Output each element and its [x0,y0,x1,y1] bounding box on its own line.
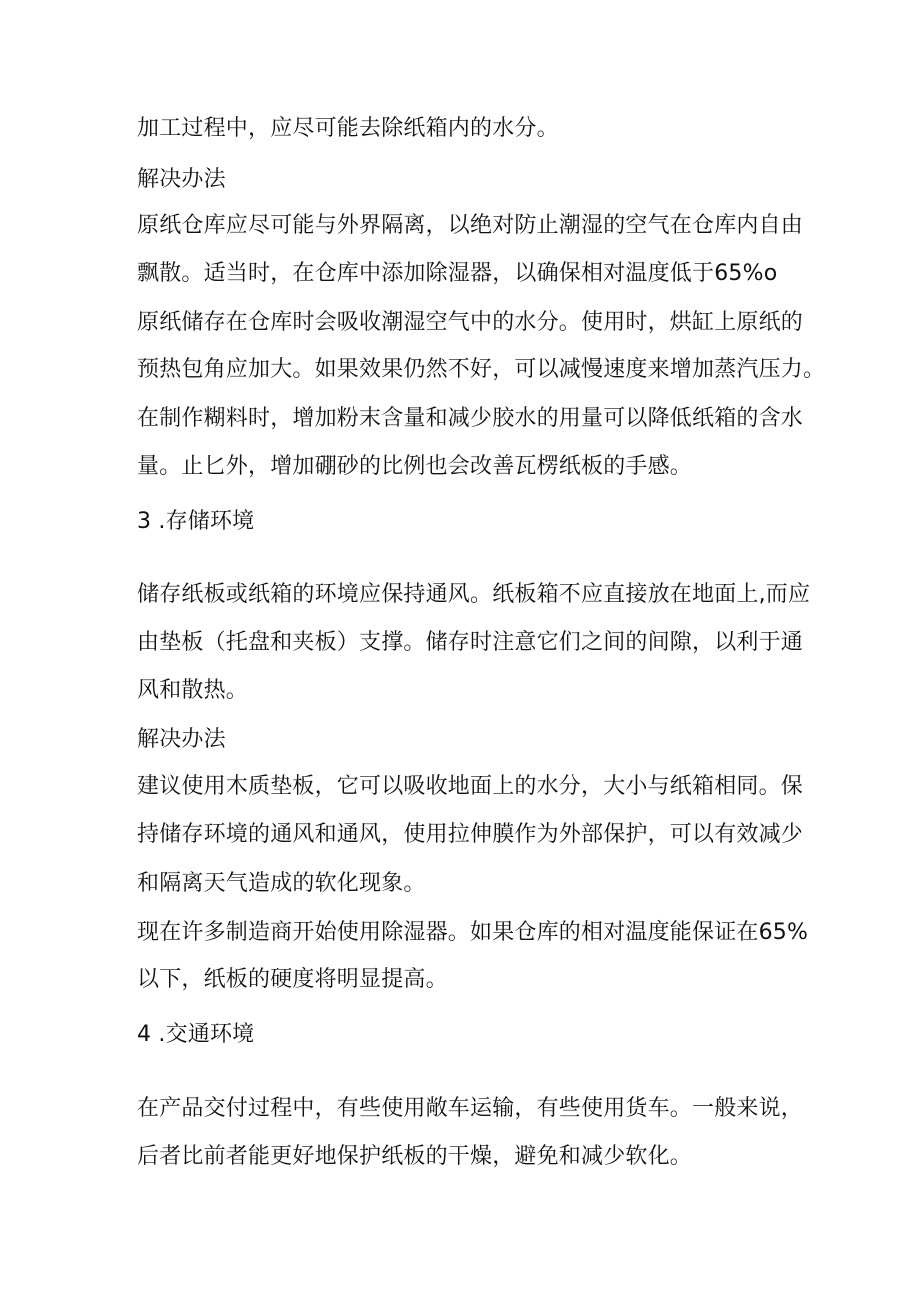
paragraph-line: 原纸储存在仓库时会吸收潮湿空气中的水分。使用时，烘缸上原纸的 [137,310,804,335]
paragraph-line: 风和散热。 [137,678,249,703]
paragraph-line: 加工过程中，应尽可能去除纸箱内的水分。 [137,116,559,141]
section-heading: 4 .交通环境 [137,1022,255,1047]
paragraph-line: 量。止匕外，增加硼砂的比例也会改善瓦楞纸板的手感。 [137,454,693,479]
paragraph-line: 在制作糊料时，增加粉末含量和减少胶水的用量可以降低纸箱的含水 [137,406,804,431]
paragraph-line: 后者比前者能更好地保护纸板的干燥，避免和减少软化。 [137,1144,693,1169]
paragraph-line: 预热包角应加大。如果效果仍然不好，可以减慢速度来增加蒸汽压力。 [137,357,826,382]
paragraph-line: 储存纸板或纸箱的环境应保持通风。纸板箱不应直接放在地面上,而应 [137,582,811,607]
paragraph-line: 持储存环境的通风和通风，使用拉伸膜作为外部保护，可以有效减少 [137,822,804,847]
paragraph-line: 在产品交付过程中，有些使用敞车运输，有些使用货车。一般来说， [137,1096,804,1121]
paragraph-line: 原纸仓库应尽可能与外界隔离，以绝对防止潮湿的空气在仓库内自由 [137,213,804,238]
section-subheading: 解决办法 [137,727,226,752]
paragraph-line: 由垫板（托盘和夹板）支撑。储存时注意它们之间的间隙，以利于通 [137,630,804,655]
paragraph-line: 现在许多制造商开始使用除湿器。如果仓库的相对温度能保证在65% [137,920,809,945]
paragraph-line: 以下，纸板的硬度将明显提高。 [137,967,448,992]
paragraph-line: 和隔离天气造成的软化现象。 [137,871,426,896]
paragraph-line: 建议使用木质垫板，它可以吸收地面上的水分，大小与纸箱相同。保 [137,774,804,799]
section-heading: 3 .存储环境 [137,509,255,534]
section-subheading: 解决办法 [137,167,226,192]
paragraph-line: 飘散。适当时，在仓库中添加除湿器，以确保相对温度低于65%o [137,261,778,286]
